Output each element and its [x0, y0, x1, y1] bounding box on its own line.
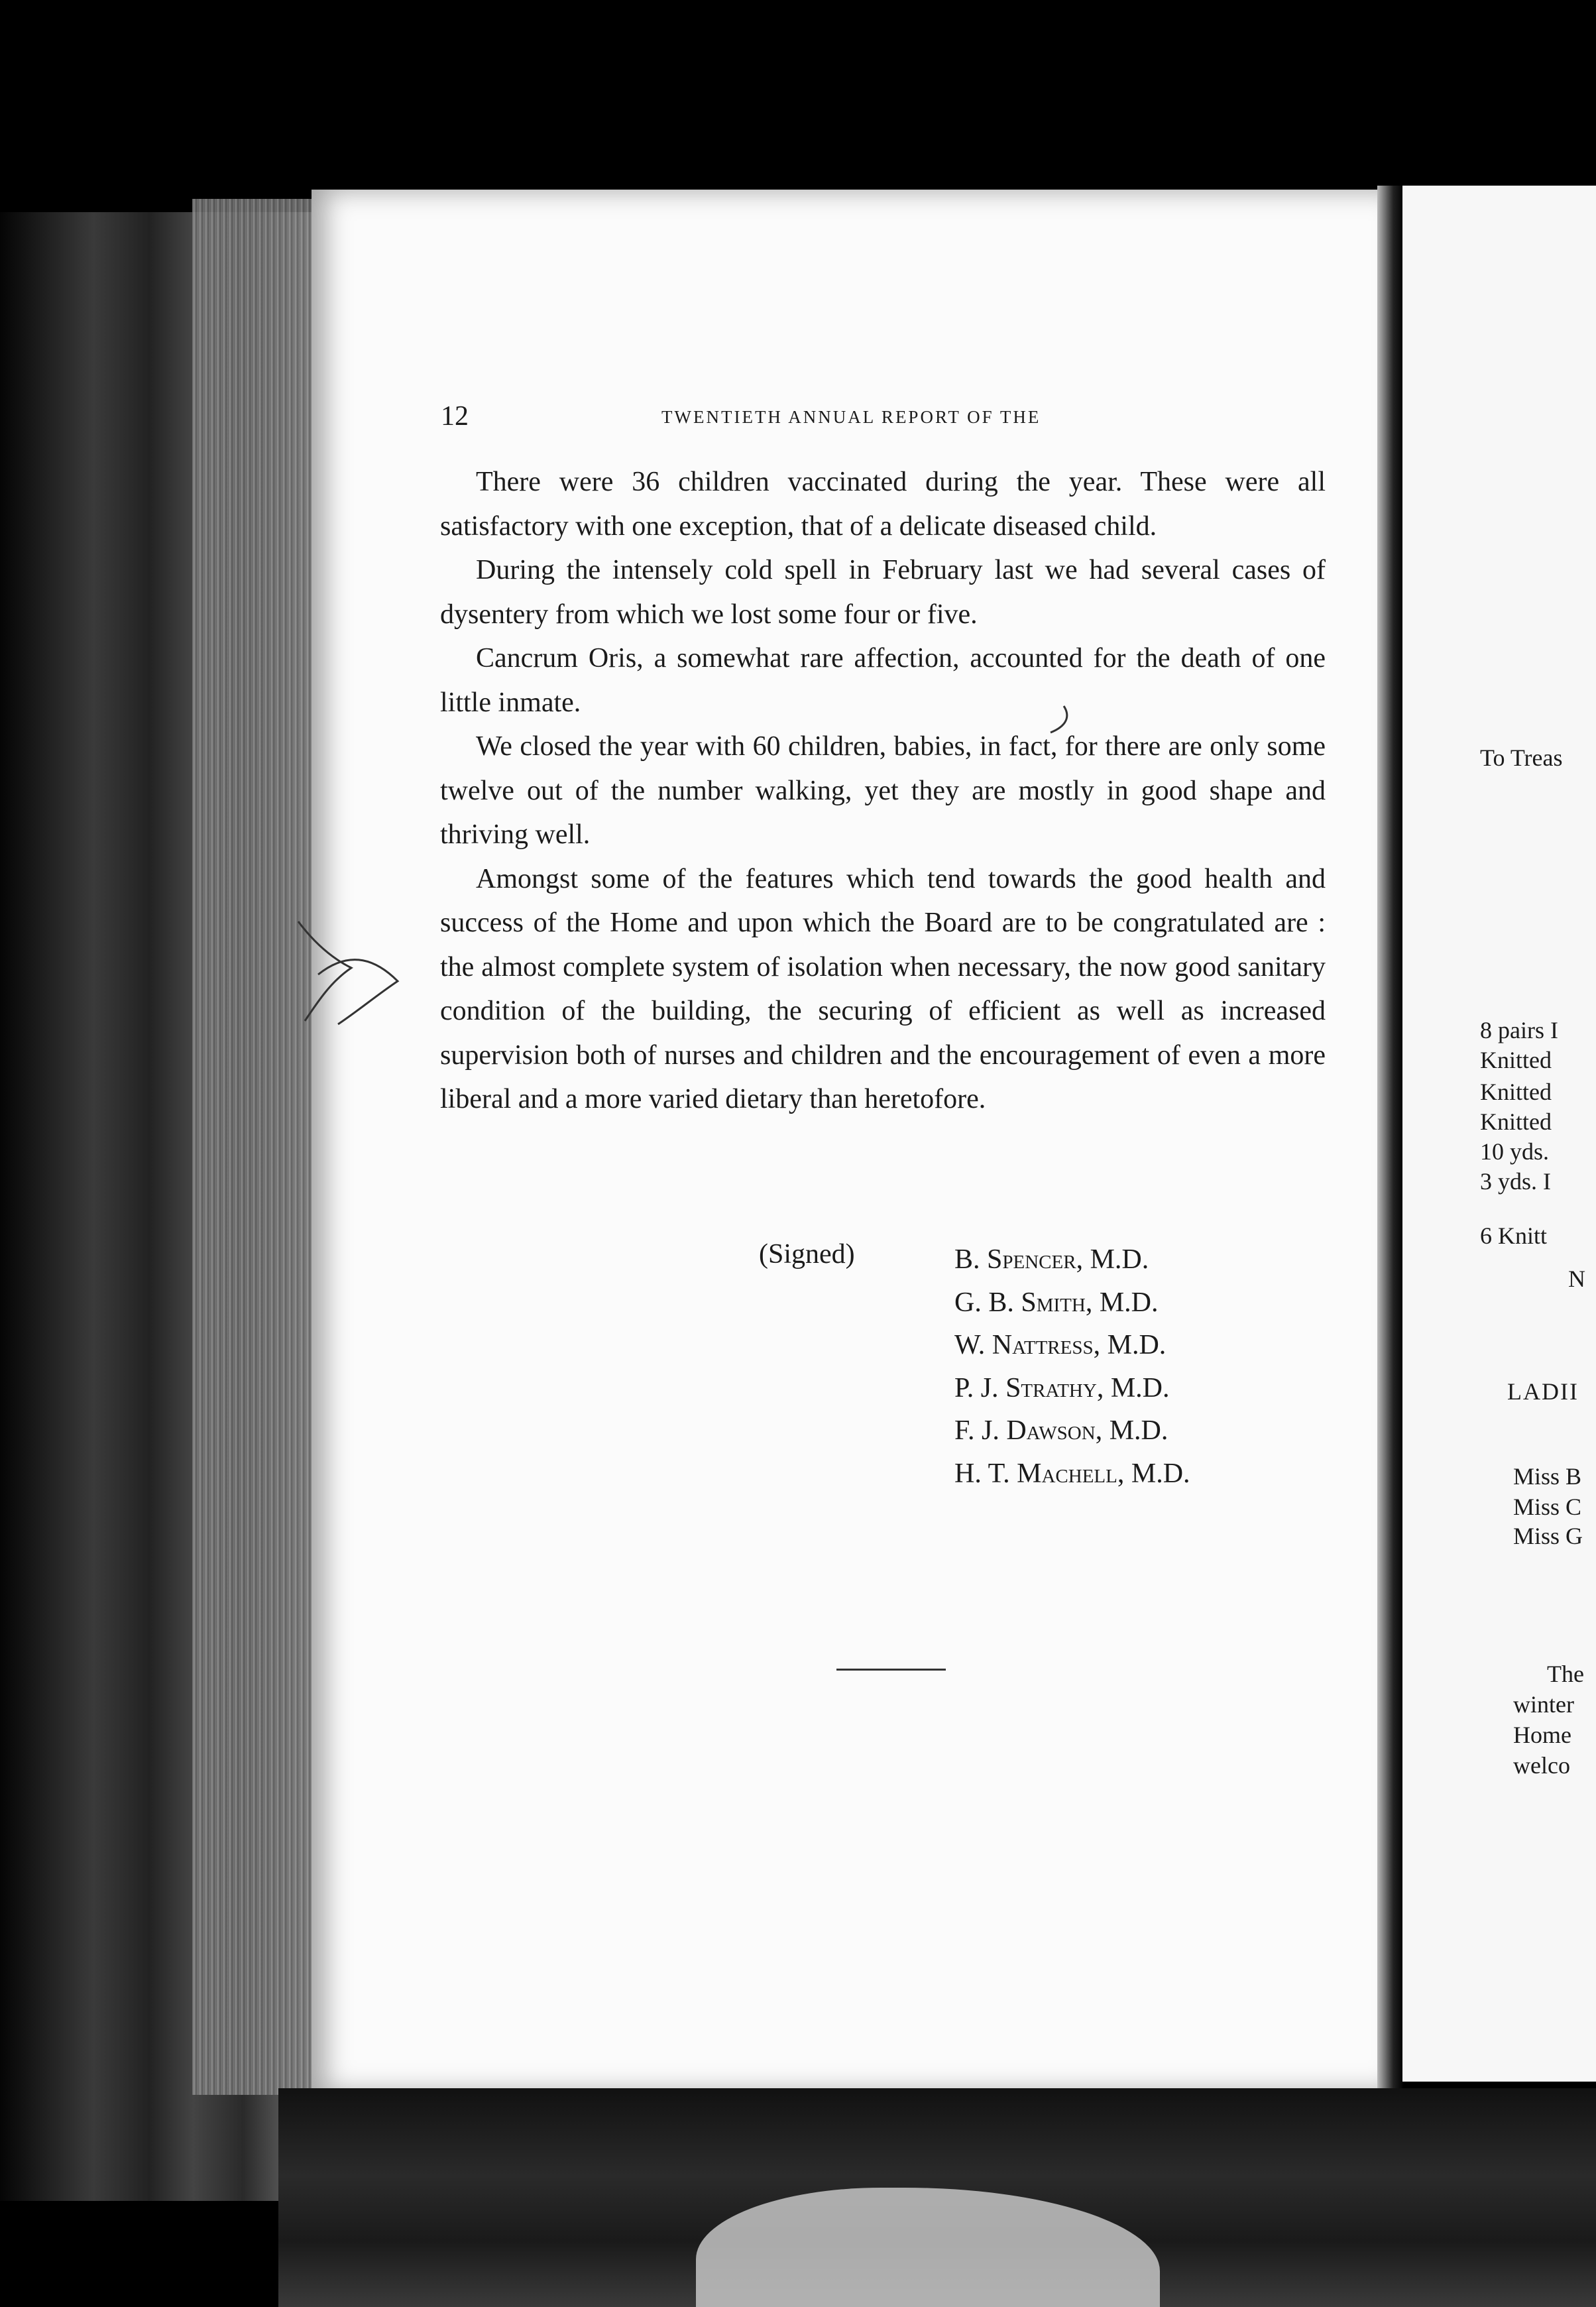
- closing-rule: [836, 1669, 946, 1671]
- fragment-text: Home: [1513, 1722, 1571, 1748]
- signatory: H. T. Machell, M.D.: [954, 1458, 1190, 1489]
- fragment-text: winter: [1513, 1691, 1574, 1718]
- fragment-text: 6 Knitt: [1480, 1222, 1548, 1249]
- signatory: G. B. Smith, M.D.: [954, 1287, 1159, 1318]
- fragment-text: Miss B: [1513, 1463, 1582, 1490]
- paragraph-features: Amongst some of the features which tend towards the good health and success of the Home and upon which the Board are to be congratulated are : the almost complete system of isolation when necessary, the now good sanitary condition of the building, the securing of efficient as well as increased supervision both of nurses and children and the encouragement of even a more liberal and a more varied dietary than heretofore.: [440, 863, 1326, 1114]
- running-head: TWENTIETH ANNUAL REPORT OF THE: [661, 407, 1041, 427]
- pencil-tick-mark: [1044, 703, 1077, 742]
- signatory: P. J. Strathy, M.D.: [954, 1372, 1170, 1403]
- signatory: B. Spencer, M.D.: [954, 1244, 1149, 1275]
- fragment-text: welco: [1513, 1752, 1570, 1779]
- fragment-text: Knitted: [1480, 1047, 1552, 1073]
- signatory: W. Nattress, M.D.: [954, 1330, 1167, 1361]
- paragraph-cancrum-oris: Cancrum Oris, a somewhat rare affection, accounted for the death of one little inmate.: [440, 643, 1326, 718]
- fragment-text: 3 yds. I: [1480, 1168, 1551, 1195]
- fragment-text: N: [1568, 1266, 1585, 1292]
- page-number: 12: [441, 401, 469, 432]
- page-edges: [192, 199, 318, 2095]
- fragment-text: Miss G: [1513, 1523, 1583, 1549]
- pencil-arrow-mark: [292, 882, 424, 1041]
- signed-label: (Signed): [759, 1239, 855, 1270]
- fragment-text: 10 yds.: [1480, 1138, 1550, 1165]
- body-text: [440, 460, 1326, 1122]
- fragment-text: To Treas: [1480, 744, 1563, 771]
- signatory-list: [954, 1238, 1190, 1496]
- paragraph-vaccination: There were 36 children vaccinated during the year. These were all satisfactory with one exception, that of a delicate diseased child.: [440, 467, 1326, 542]
- paragraph-year-close: We closed the year with 60 children, babies, in fact, for there are only some twelve out of the number walking, yet they are mostly in good shape and thriving well.: [440, 731, 1326, 850]
- signatory: F. J. Dawson, M.D.: [954, 1415, 1168, 1447]
- fragment-text: LADII: [1507, 1378, 1579, 1405]
- fragment-text: The: [1547, 1661, 1584, 1687]
- fragment-text: Knitted: [1480, 1108, 1552, 1135]
- book-gutter: [1377, 186, 1404, 2095]
- fragment-text: 8 pairs I: [1480, 1017, 1558, 1043]
- fragment-text: Miss C: [1513, 1494, 1582, 1520]
- paragraph-dysentery: During the intensely cold spell in February last we had several cases of dysentery from which we lost some four or five.: [440, 555, 1326, 630]
- fragment-text: Knitted: [1480, 1079, 1552, 1105]
